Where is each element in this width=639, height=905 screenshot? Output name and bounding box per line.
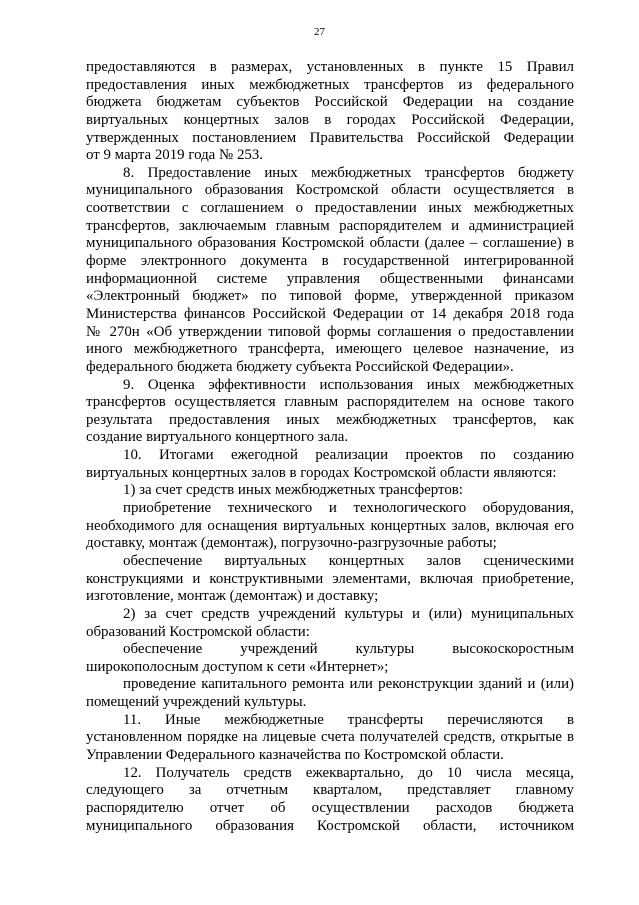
text-line: обеспечение виртуальных концертных залов сценическими bbox=[123, 552, 574, 569]
text-line: необходимого для оснащения виртуальных концертных залов, включая его bbox=[86, 517, 574, 534]
text-line: муниципального образования Костромской области (далее – соглашение) в bbox=[86, 235, 574, 252]
text-line: следующего за отчетным кварталом, представляет главному bbox=[86, 782, 574, 799]
text-line: муниципального образования Костромской области осуществляется в bbox=[86, 182, 574, 199]
text-line: приобретение технического и технологического оборудования, bbox=[123, 500, 574, 517]
text-line: проведение капитального ремонта или реконструкции зданий и (или) bbox=[123, 676, 574, 693]
text-line: образований Костромской области: bbox=[86, 623, 310, 640]
text-line: 11. Иные межбюджетные трансферты перечисляются в bbox=[123, 711, 574, 728]
text-line: 8. Предоставление иных межбюджетных трансфертов бюджету bbox=[123, 164, 574, 181]
text-line: федерального бюджета бюджету субъекта Российской Федерации». bbox=[86, 358, 514, 375]
text-line: предоставляются в размерах, установленных в пункте 15 Правил bbox=[86, 59, 574, 75]
text-line: доставку, монтаж (демонтаж), погрузочно-разгрузочные работы; bbox=[86, 535, 497, 552]
text-line: бюджета бюджетам субъектов Российской Федерации на создание bbox=[86, 94, 574, 111]
text-line: № 270н «Об утверждении типовой формы соглашения о предоставлении bbox=[86, 323, 574, 340]
text-line: иного межбюджетного трансферта, имеющего целевое назначение, из bbox=[86, 341, 574, 358]
text-line: от 9 марта 2019 года № 253. bbox=[86, 147, 263, 164]
text-line: широкополосным доступом к сети «Интернет»; bbox=[86, 658, 389, 675]
text-line: обеспечение учреждений культуры высокоскоростным bbox=[123, 641, 574, 658]
text-line: предоставления иных межбюджетных трансфертов из федерального bbox=[86, 76, 574, 93]
text-line: 12. Получатель средств ежеквартально, до 10 числа месяца, bbox=[123, 764, 574, 781]
text-line: соответствии с соглашением о предоставлении иных межбюджетных bbox=[86, 200, 574, 217]
text-line: распорядителю отчет об осуществлении расходов бюджета bbox=[86, 799, 574, 816]
text-line: Министерства финансов Российской Федерации от 14 декабря 2018 года bbox=[86, 305, 574, 322]
text-line: трансфертов осуществляется главным распорядителем на основе такого bbox=[86, 394, 574, 411]
text-line: Управлении Федерального казначейства по Костромской области. bbox=[86, 746, 504, 763]
text-line: виртуальных концертных залов в городах Костромской области являются: bbox=[86, 464, 557, 481]
text-line: муниципального образования Костромской области, источником bbox=[86, 817, 574, 834]
text-line: 2) за счет средств учреждений культуры и (или) муниципальных bbox=[123, 605, 574, 622]
text-line: 9. Оценка эффективности использования иных межбюджетных bbox=[123, 376, 574, 393]
page-number: 27 bbox=[314, 26, 325, 38]
body-text bbox=[86, 59, 574, 835]
text-line: 10. Итогами ежегодной реализации проектов по созданию bbox=[123, 447, 574, 464]
text-line: форме электронного документа в государственной интегрированной bbox=[86, 253, 574, 270]
text-line: информационной системе управления общественными финансами bbox=[86, 270, 574, 287]
text-line: изготовление, монтаж (демонтаж) и доставку; bbox=[86, 588, 379, 605]
text-line: создание виртуального концертного зала. bbox=[86, 429, 349, 446]
text-line: результата предоставления иных межбюджетных трансфертов, как bbox=[86, 411, 574, 428]
text-line: «Электронный бюджет» по типовой форме, утвержденной приказом bbox=[86, 288, 574, 305]
text-line: 1) за счет средств иных межбюджетных трансфертов: bbox=[123, 482, 463, 499]
text-line: конструкциями и конструктивными элементами, включая приобретение, bbox=[86, 570, 574, 587]
text-line: установленном порядке на лицевые счета получателей средств, открытые в bbox=[86, 729, 574, 746]
text-line: виртуальных концертных залов в городах Российской Федерации, bbox=[86, 111, 574, 128]
text-line: утвержденных постановлением Правительства Российской Федерации bbox=[86, 129, 574, 146]
text-line: трансфертов, заключаемым главным распорядителем и администрацией bbox=[86, 217, 574, 234]
text-line: помещений учреждений культуры. bbox=[86, 694, 307, 711]
